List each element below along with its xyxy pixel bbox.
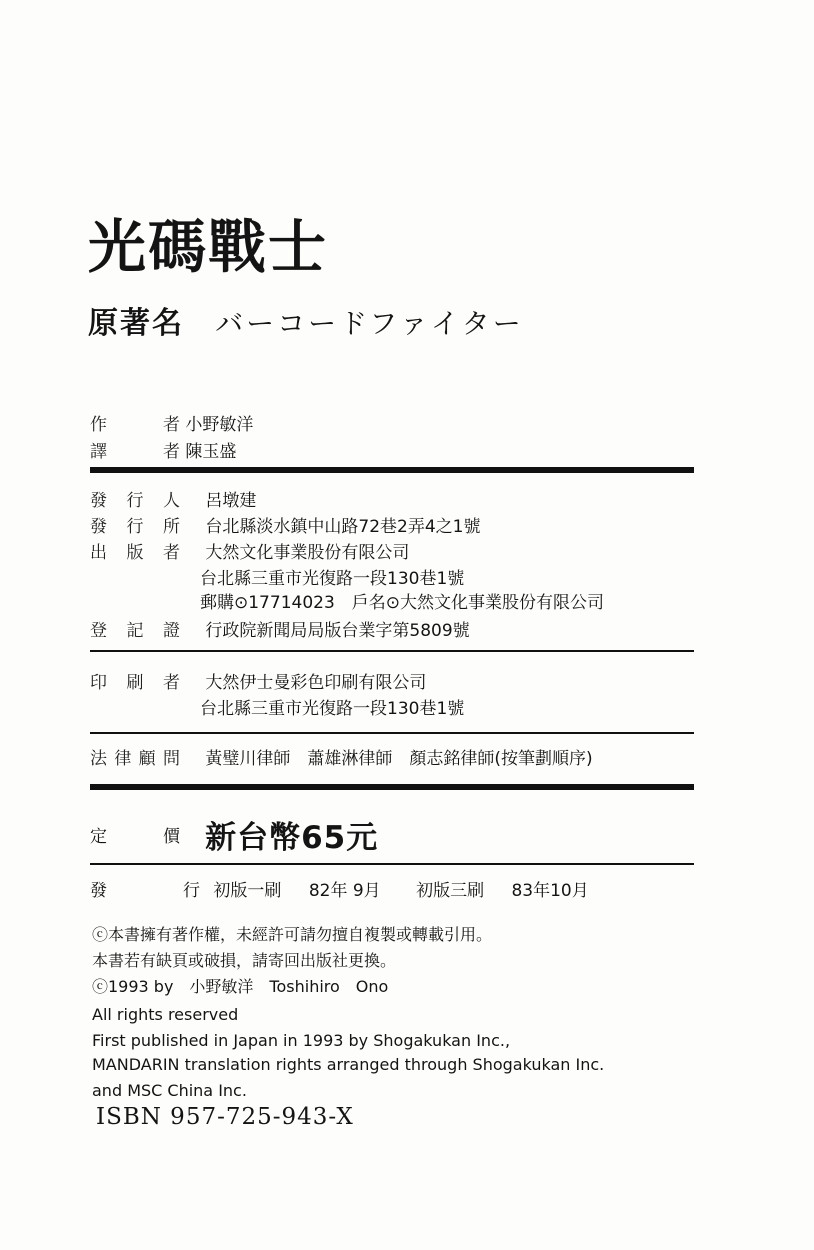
section-divider — [90, 467, 694, 473]
publisher-row — [90, 540, 409, 566]
printer-label: 印刷者 — [90, 673, 180, 693]
translator-row — [90, 439, 236, 465]
copyright-notice: ⓒ本書擁有著作權，未經許可請勿擅自複製或轉載引用。 — [92, 925, 493, 944]
price-label: 定價 — [90, 827, 180, 847]
publisher-postal: 郵購⊙17714023 戶名⊙大然文化事業股份有限公司 — [200, 593, 605, 613]
original-title-value: バーコードファイター — [215, 307, 524, 340]
rights-reserved: All rights reserved — [92, 1005, 239, 1024]
first-edition-date: 82年 9月 — [308, 881, 381, 901]
issuer-value: 台北縣淡水鎮中山路72巷2弄4之1號 — [205, 517, 481, 537]
price-value: 新台幣65元 — [205, 820, 379, 856]
translator-label: 譯者 — [90, 442, 180, 462]
printer-row — [90, 670, 426, 696]
issuer-row — [90, 514, 481, 540]
original-title-label: 原著名 — [88, 306, 184, 341]
issue-label: 發行 — [90, 881, 200, 901]
section-divider — [90, 863, 694, 865]
author-label: 作者 — [90, 415, 180, 435]
publisher-address: 台北縣三重市光復路一段130巷1號 — [200, 569, 465, 589]
publisher-name: 大然文化事業股份有限公司 — [205, 543, 410, 563]
issue-row — [90, 878, 589, 904]
legal-row — [90, 746, 593, 772]
msc-china: and MSC China Inc. — [92, 1081, 247, 1100]
issuer-label: 發行所 — [90, 517, 180, 537]
publisher-person-label: 發行人 — [90, 491, 180, 511]
defect-notice: 本書若有缺頁或破損，請寄回出版社更換。 — [92, 951, 397, 970]
publisher-person-value: 呂墩建 — [205, 491, 257, 511]
author-value: 小野敏洋 — [185, 415, 254, 435]
section-divider — [90, 732, 694, 734]
section-divider — [90, 784, 694, 790]
publisher-label: 出版者 — [90, 543, 180, 563]
first-published: First published in Japan in 1993 by Shogakukan Inc., — [92, 1031, 511, 1050]
copyright-en: ⓒ1993 by 小野敏洋 Toshihiro Ono — [92, 977, 389, 996]
registration-value: 行政院新聞局局版台業字第5809號 — [205, 621, 470, 641]
legal-value: 黃璧川律師 蕭雄淋律師 顏志銘律師(按筆劃順序) — [205, 749, 593, 769]
third-edition: 初版三刷 — [416, 881, 485, 901]
printer-address: 台北縣三重市光復路一段130巷1號 — [200, 699, 465, 719]
isbn: ISBN 957-725-943-X — [96, 1104, 354, 1130]
mandarin-rights: MANDARIN translation rights arranged through Shogakukan Inc. — [92, 1055, 605, 1074]
author-row — [90, 412, 253, 438]
first-edition: 初版一刷 — [213, 881, 282, 901]
legal-label: 法律顧問 — [90, 749, 180, 769]
section-divider — [90, 650, 694, 652]
book-title: 光碼戰士 — [88, 213, 329, 281]
price-row — [90, 812, 378, 858]
original-title — [88, 298, 524, 342]
third-edition-date: 83年10月 — [511, 881, 589, 901]
registration-label: 登記證 — [90, 621, 180, 641]
printer-name: 大然伊士曼彩色印刷有限公司 — [205, 673, 427, 693]
publisher-person-row — [90, 488, 256, 514]
registration-row — [90, 618, 470, 644]
translator-value: 陳玉盛 — [185, 442, 237, 462]
